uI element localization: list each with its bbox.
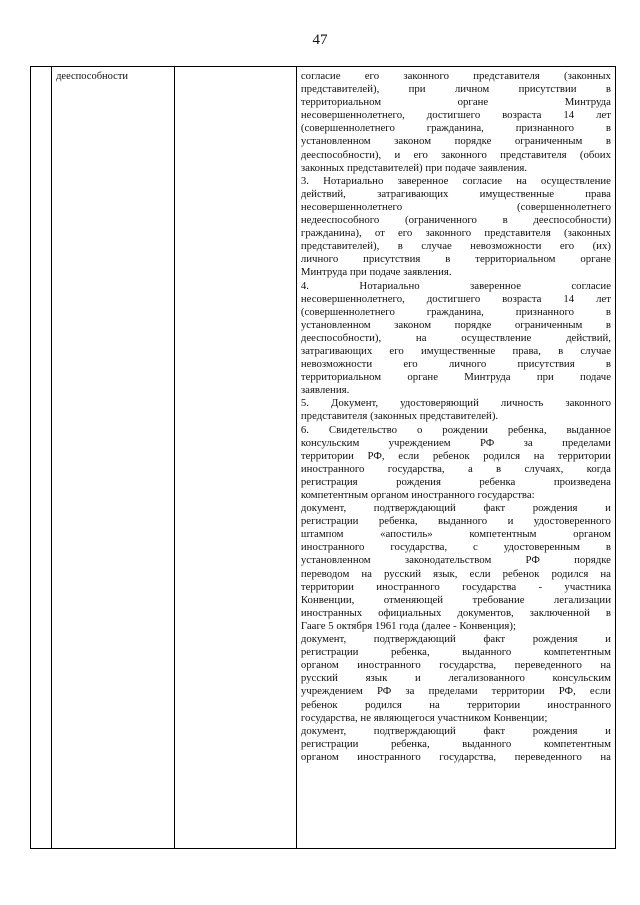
- text-line: 5. Документ, удостоверяющий личность законного: [300, 397, 611, 410]
- page-number: 47: [312, 32, 328, 48]
- table-row: [31, 67, 616, 849]
- text-line: ребенок родился на территории иностранного: [300, 698, 611, 711]
- text-line: 3. Нотариально заверенное согласие на осуществление: [300, 174, 611, 187]
- text-line: заявления.: [300, 384, 350, 397]
- text-line: дееспособности), на осуществление действий,: [300, 331, 611, 344]
- text-line: (совершеннолетнего гражданина, признанного в: [300, 122, 611, 135]
- text-line: учреждением РФ за пределами территории РФ, если: [300, 685, 611, 698]
- text-line: территориальном органе Минтруда при подаче: [300, 371, 611, 384]
- text-line: переводом на русский язык, если ребенок родился на: [300, 567, 611, 580]
- text-line: Конвенции, отменяющей требование легализации: [300, 593, 611, 606]
- text-line: несовершеннолетнего (совершеннолетнего: [300, 200, 611, 213]
- text-line: затрагивающих его имущественные права, в случае: [300, 344, 611, 357]
- text-line: территориальном органе Минтруда: [300, 96, 611, 109]
- text-line: штампом «апостиль» компетентным органом: [300, 528, 611, 541]
- text-line: невозможности его личного присутствия в: [300, 358, 611, 371]
- text-line: русский язык и легализованного консульским: [300, 672, 611, 685]
- text-line: иностранных официальных документов, заключенной в: [300, 606, 611, 619]
- text-line: личного присутствия в территориальном органе: [300, 253, 611, 266]
- text-line: представителей), при личном присутствии в: [300, 83, 611, 96]
- text-line: территории иностранного государства - участника: [300, 580, 611, 593]
- table-cell-empty: [175, 67, 296, 849]
- table-cell-category: [52, 67, 175, 849]
- text-line: регистрации ребенка, выданного и удостоверенного: [300, 515, 611, 528]
- category-text: дееспособности: [56, 71, 129, 82]
- text-line: территории РФ, если ребенок родился на территории: [300, 449, 611, 462]
- text-line: недееспособного (ограниченного в дееспособности): [300, 214, 611, 227]
- text-line: консульским учреждением РФ за пределами: [300, 436, 611, 449]
- text-line: документ, подтверждающий факт рождения и: [300, 502, 611, 515]
- documents-text: [297, 67, 615, 848]
- text-line: регистрация рождения ребенка произведена: [300, 475, 611, 488]
- text-line: гражданина), от его законного представителя (законных: [300, 227, 611, 240]
- text-line: представителей), в случае невозможности его (их): [300, 240, 611, 253]
- text-line: документ, подтверждающий факт рождения и: [300, 633, 611, 646]
- text-line: документ, подтверждающий факт рождения и: [300, 724, 611, 737]
- text-line: органом иностранного государства, переведенного на: [300, 750, 611, 763]
- text-line: Гааге 5 октября 1961 года (далее - Конвенция);: [300, 619, 516, 632]
- text-line: несовершеннолетнего, достигшего возраста 14 лет: [300, 292, 611, 305]
- text-line: установленном законом порядке ограниченным в: [300, 318, 611, 331]
- text-line: Минтруда при подаче заявления.: [300, 266, 452, 279]
- text-line: согласие его законного представителя (законных: [300, 70, 611, 82]
- text-line: органом иностранного государства, переведенного на: [300, 659, 611, 672]
- text-line: регистрации ребенка, выданного компетентным: [300, 737, 611, 750]
- text-line: установленном законодательством РФ порядке: [300, 554, 611, 567]
- text-line: несовершеннолетнего, достигшего возраста 14 лет: [300, 109, 611, 122]
- text-line: (совершеннолетнего гражданина, признанного в: [300, 305, 611, 318]
- text-line: действий, затрагивающих имущественные права: [300, 187, 611, 200]
- document-table: [30, 66, 616, 849]
- text-line: государства, не являющегося участником Конвенции;: [300, 711, 548, 724]
- text-line: иностранного государства, с удостоверенным в: [300, 541, 611, 554]
- text-line: 4. Нотариально заверенное согласие: [300, 279, 611, 292]
- text-line: 6. Свидетельство о рождении ребенка, выданное: [300, 423, 611, 436]
- table-cell-index: [31, 67, 52, 849]
- text-line: установленном законом порядке ограниченным в: [300, 135, 611, 148]
- text-line: законных представителей) при подаче заявления.: [300, 161, 528, 174]
- text-line: представителя (законных представителей).: [300, 410, 499, 423]
- table-cell-documents: [296, 67, 615, 849]
- text-line: дееспособности), и его законного представителя (обоих: [300, 148, 611, 161]
- text-line: регистрации ребенка, выданного компетентным: [300, 646, 611, 659]
- text-line: иностранного государства, а в случаях, когда: [300, 462, 611, 475]
- text-line: компетентным органом иностранного государства:: [300, 489, 535, 501]
